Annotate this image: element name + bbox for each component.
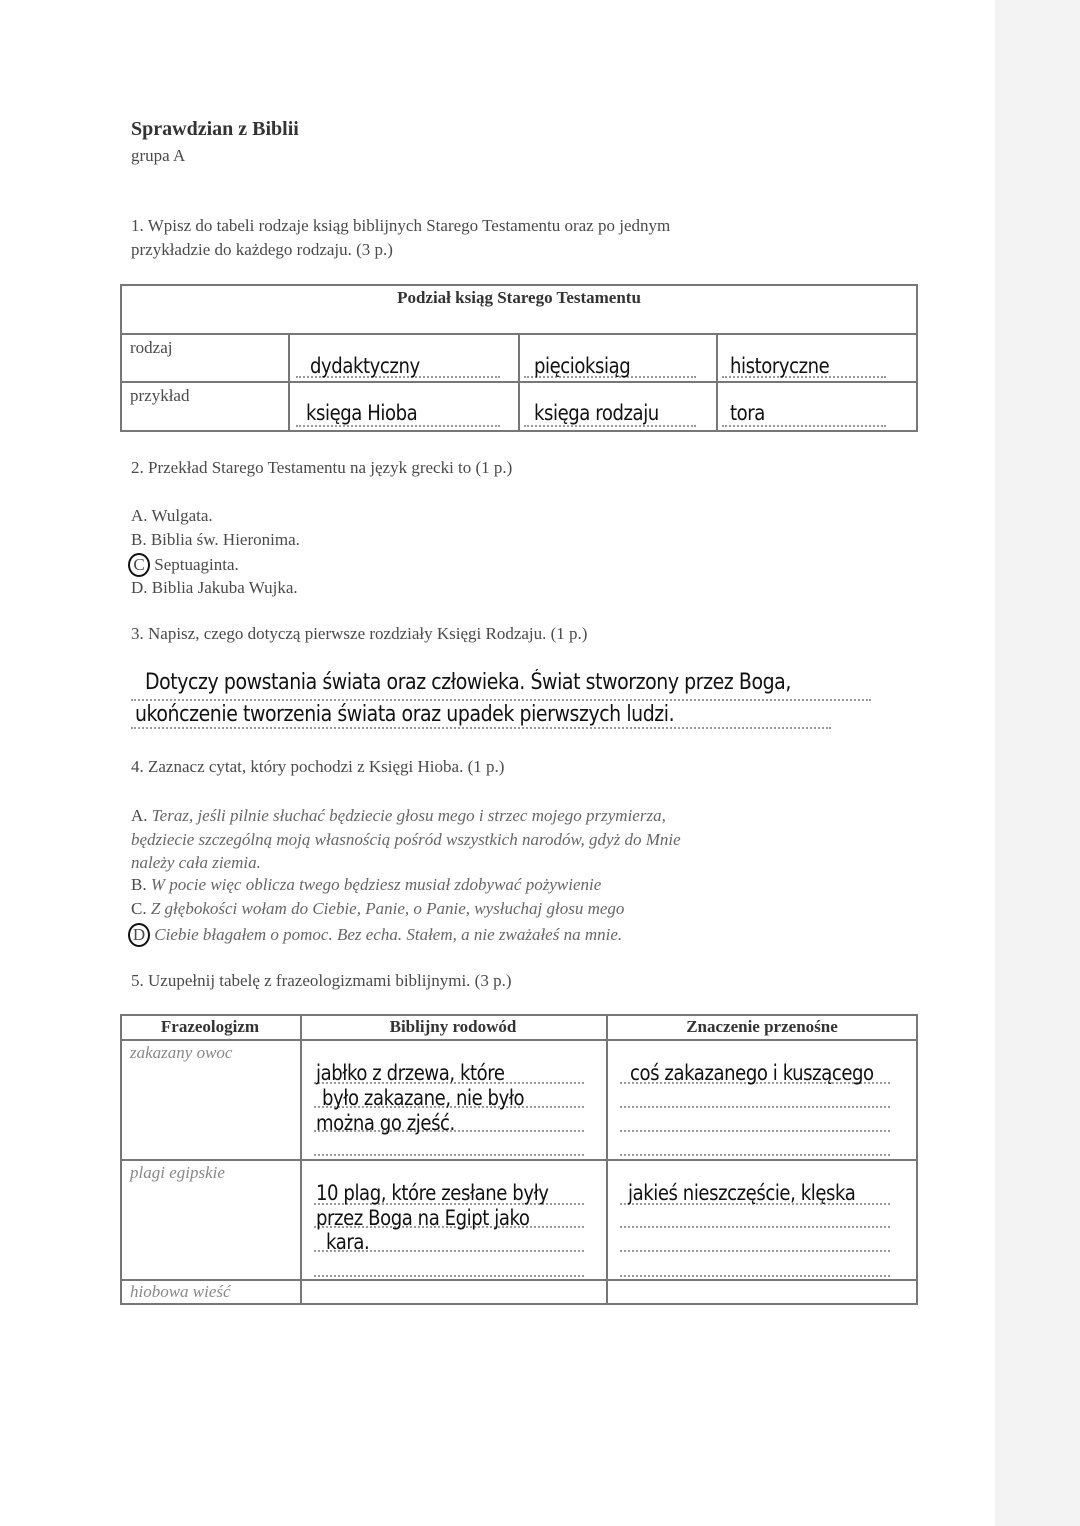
- answer-przyklad-3: tora: [730, 401, 765, 425]
- phrase-zakazany-owoc: zakazany owoc: [130, 1043, 233, 1062]
- q1-text-line2: przykładzie do każdego rodzaju. (3 p.): [131, 240, 393, 259]
- q3-answer-line2: ukończenie tworzenia świata oraz upadek pierwszych ludzi.: [135, 702, 675, 727]
- q1-table-title: Podział ksiąg Starego Testamentu: [397, 288, 641, 307]
- q3-answer-line1: Dotyczy powstania świata oraz człowieka. Świat stworzony przez Boga,: [145, 670, 791, 695]
- header-rodowod: Biblijny rodowód: [389, 1017, 517, 1036]
- page-title: Sprawdzian z Biblii: [131, 118, 299, 140]
- answer-rodzaj-2: pięcioksiąg: [534, 354, 631, 378]
- origin-1-line1: jabłko z drzewa, które: [316, 1061, 505, 1085]
- page-subtitle: grupa A: [131, 146, 186, 165]
- q4-option-a[interactable]: A. Teraz, jeśli pilnie słuchać będziecie głosu mego i strzec mojego przymierza, będziecie szczególną moją własnością pośród wszystkich narodów, gdyż do Mnie należy cała ziemia.: [131, 806, 681, 872]
- q2-option-b[interactable]: B. Biblia św. Hieronima.: [131, 530, 300, 549]
- q4-text: 4. Zaznacz cytat, który pochodzi z Księgi Hioba. (1 p.): [131, 757, 505, 776]
- answer-rodzaj-3: historyczne: [730, 354, 830, 378]
- header-frazeologizm: Frazeologizm: [160, 1017, 260, 1036]
- q2-option-a[interactable]: A. Wulgata.: [131, 506, 213, 525]
- q3-text: 3. Napisz, czego dotyczą pierwsze rozdziały Księgi Rodzaju. (1 p.): [131, 624, 588, 643]
- q4-option-b[interactable]: B. W pocie więc oblicza twego będziesz musiał zdobywać pożywienie: [131, 875, 602, 894]
- q5-text: 5. Uzupełnij tabelę z frazeologizmami biblijnymi. (3 p.): [131, 971, 512, 990]
- q4-option-c[interactable]: C. Z głębokości wołam do Ciebie, Panie, o Panie, wysłuchaj głosu mego: [131, 899, 625, 918]
- header-znaczenie: Znaczenie przenośne: [686, 1017, 838, 1036]
- row-label-przyklad: przykład: [130, 386, 190, 405]
- q4-option-d[interactable]: D Ciebie błagałem o pomoc. Bez echa. Stałem, a nie zważałeś na mnie.: [131, 923, 622, 947]
- answer-przyklad-1: księga Hioba: [306, 401, 418, 425]
- q1-text-line1: 1. Wpisz do tabeli rodzaje ksiąg biblijnych Starego Testamentu oraz po jednym: [131, 216, 671, 235]
- phrase-hiobowa-wiesc: hiobowa wieść: [130, 1282, 231, 1301]
- q2-option-d[interactable]: D. Biblia Jakuba Wujka.: [131, 578, 298, 597]
- meaning-2: jakieś nieszczęście, klęska: [628, 1181, 856, 1205]
- selected-circle-c: C: [128, 553, 150, 577]
- selected-circle-d: D: [128, 923, 150, 947]
- answer-rodzaj-1: dydaktyczny: [310, 354, 420, 378]
- q2-text: 2. Przekład Starego Testamentu na język grecki to (1 p.): [131, 458, 513, 477]
- q2-option-c[interactable]: C Septuaginta.: [131, 553, 239, 577]
- origin-2-line2: przez Boga na Egipt jako: [316, 1206, 530, 1230]
- answer-przyklad-2: księga rodzaju: [534, 401, 659, 425]
- page-margin: [995, 0, 1080, 1526]
- origin-2-line3: kara.: [326, 1230, 370, 1254]
- phrase-plagi-egipskie: plagi egipskie: [130, 1163, 225, 1182]
- origin-2-line1: 10 plag, które zesłane były: [316, 1181, 549, 1205]
- origin-1-line3: można go zjeść.: [316, 1111, 455, 1135]
- meaning-1: coś zakazanego i kuszącego: [630, 1061, 874, 1085]
- row-label-rodzaj: rodzaj: [130, 338, 173, 357]
- origin-1-line2: było zakazane, nie było: [322, 1086, 525, 1110]
